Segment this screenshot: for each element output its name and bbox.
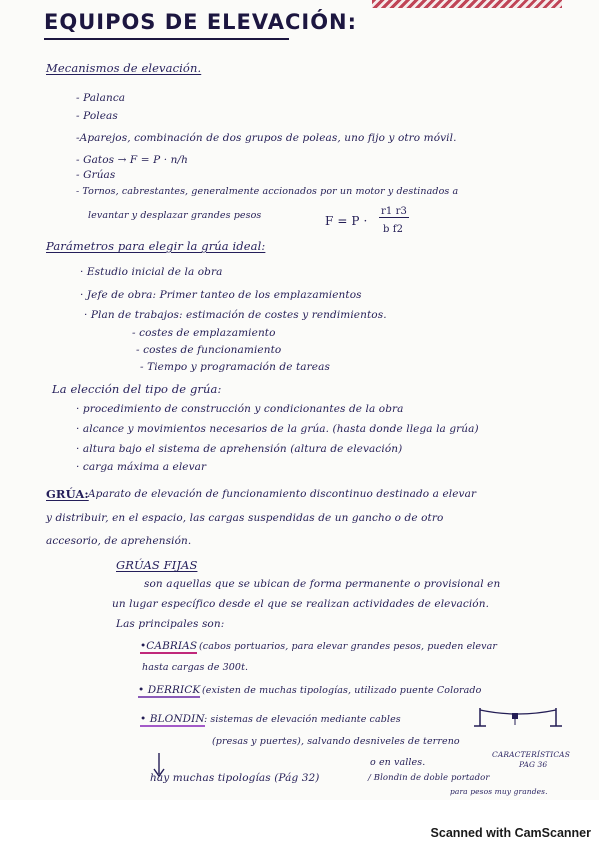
list-item: · Jefe de obra: Primer tanteo de los emplazamientos: [80, 289, 362, 301]
grua-definition-text: y distribuir, en el espacio, las cargas suspendidas de un gancho o de otro: [46, 512, 444, 524]
cabrias-label: •CABRIAS: [140, 640, 198, 652]
sub-list-item: - costes de emplazamiento: [132, 327, 276, 339]
page-reference-note: PAG 36: [519, 760, 548, 769]
blondin-label: • BLONDIN: [140, 713, 205, 725]
list-item: · alcance y movimientos necesarios de la grúa. (hasta donde llega la grúa): [76, 423, 479, 435]
blondin-description: : sistemas de elevación mediante cables: [204, 714, 401, 725]
torno-formula-lhs: F = P ·: [325, 214, 368, 228]
blondin-side-note: para pesos muy grandes.: [450, 787, 548, 796]
grua-definition-text: Aparato de elevación de funcionamiento discontinuo destinado a elevar: [88, 488, 477, 500]
sub-list-item: - costes de funcionamiento: [136, 344, 282, 356]
title-underline: [44, 38, 289, 40]
list-item: · Estudio inicial de la obra: [80, 266, 223, 278]
blondin-description: o en valles.: [370, 757, 426, 768]
torno-formula-denominator: b f2: [383, 224, 404, 235]
page-title: EQUIPOS DE ELEVACIÓN:: [44, 10, 358, 34]
grua-definition-text: accesorio, de aprehensión.: [46, 535, 192, 547]
scanner-watermark: Scanned with CamScanner: [430, 826, 591, 840]
sub-list-item: - Tiempo y programación de tareas: [140, 361, 330, 373]
list-item: · Plan de trabajos: estimación de costes y rendimientos.: [84, 309, 387, 321]
derrick-label: • DERRICK: [138, 684, 201, 696]
cabrias-description: (cabos portuarios, para elevar grandes pesos, pueden elevar: [199, 641, 498, 652]
blondin-side-note: / Blondin de doble portador: [368, 773, 490, 783]
derrick-description: (existen de muchas tipologías, utilizado puente Colorado: [202, 685, 482, 696]
list-item: - Palanca: [76, 92, 126, 104]
list-item: -Aparejos, combinación de dos grupos de poleas, uno fijo y otro móvil.: [76, 132, 457, 144]
list-item: - Tornos, cabrestantes, generalmente accionados por un motor y destinados a: [76, 186, 459, 197]
section-heading-gruas-fijas: GRÚAS FIJAS: [116, 558, 198, 572]
list-item: - Gatos → F = P · n/h: [76, 154, 188, 166]
list-item-continuation: levantar y desplazar grandes pesos: [88, 210, 262, 221]
list-item: - Poleas: [76, 110, 118, 122]
caracteristicas-note: CARACTERÍSTICAS: [492, 750, 570, 759]
grua-definition-label: GRÚA:: [46, 487, 89, 501]
gruas-fijas-intro: son aquellas que se ubican de forma permanente o provisional en: [144, 578, 501, 590]
cabrias-description: hasta cargas de 300t.: [142, 662, 249, 673]
list-item: · carga máxima a elevar: [76, 461, 207, 473]
gruas-fijas-intro: un lugar específico desde el que se realizan actividades de elevación.: [112, 598, 490, 610]
torno-formula-numerator: r1 r3: [381, 206, 407, 217]
blondin-description: (presas y puertes), salvando desniveles de terreno: [212, 736, 460, 747]
list-item: - Grúas: [76, 169, 116, 181]
torn-edge-decoration: [372, 0, 562, 8]
section-heading-parametros: Parámetros para elegir la grúa ideal:: [46, 239, 266, 253]
section-heading-mecanismos: Mecanismos de elevación.: [46, 61, 202, 75]
blondin-cable-sketch: [472, 704, 564, 730]
section-heading-eleccion: La elección del tipo de grúa:: [52, 382, 222, 396]
tipologias-note: hay muchas tipologías (Pág 32): [150, 772, 320, 784]
gruas-fijas-intro: Las principales son:: [116, 618, 225, 630]
list-item: · procedimiento de construcción y condicionantes de la obra: [76, 403, 404, 415]
list-item: · altura bajo el sistema de aprehensión (altura de elevación): [76, 443, 403, 455]
